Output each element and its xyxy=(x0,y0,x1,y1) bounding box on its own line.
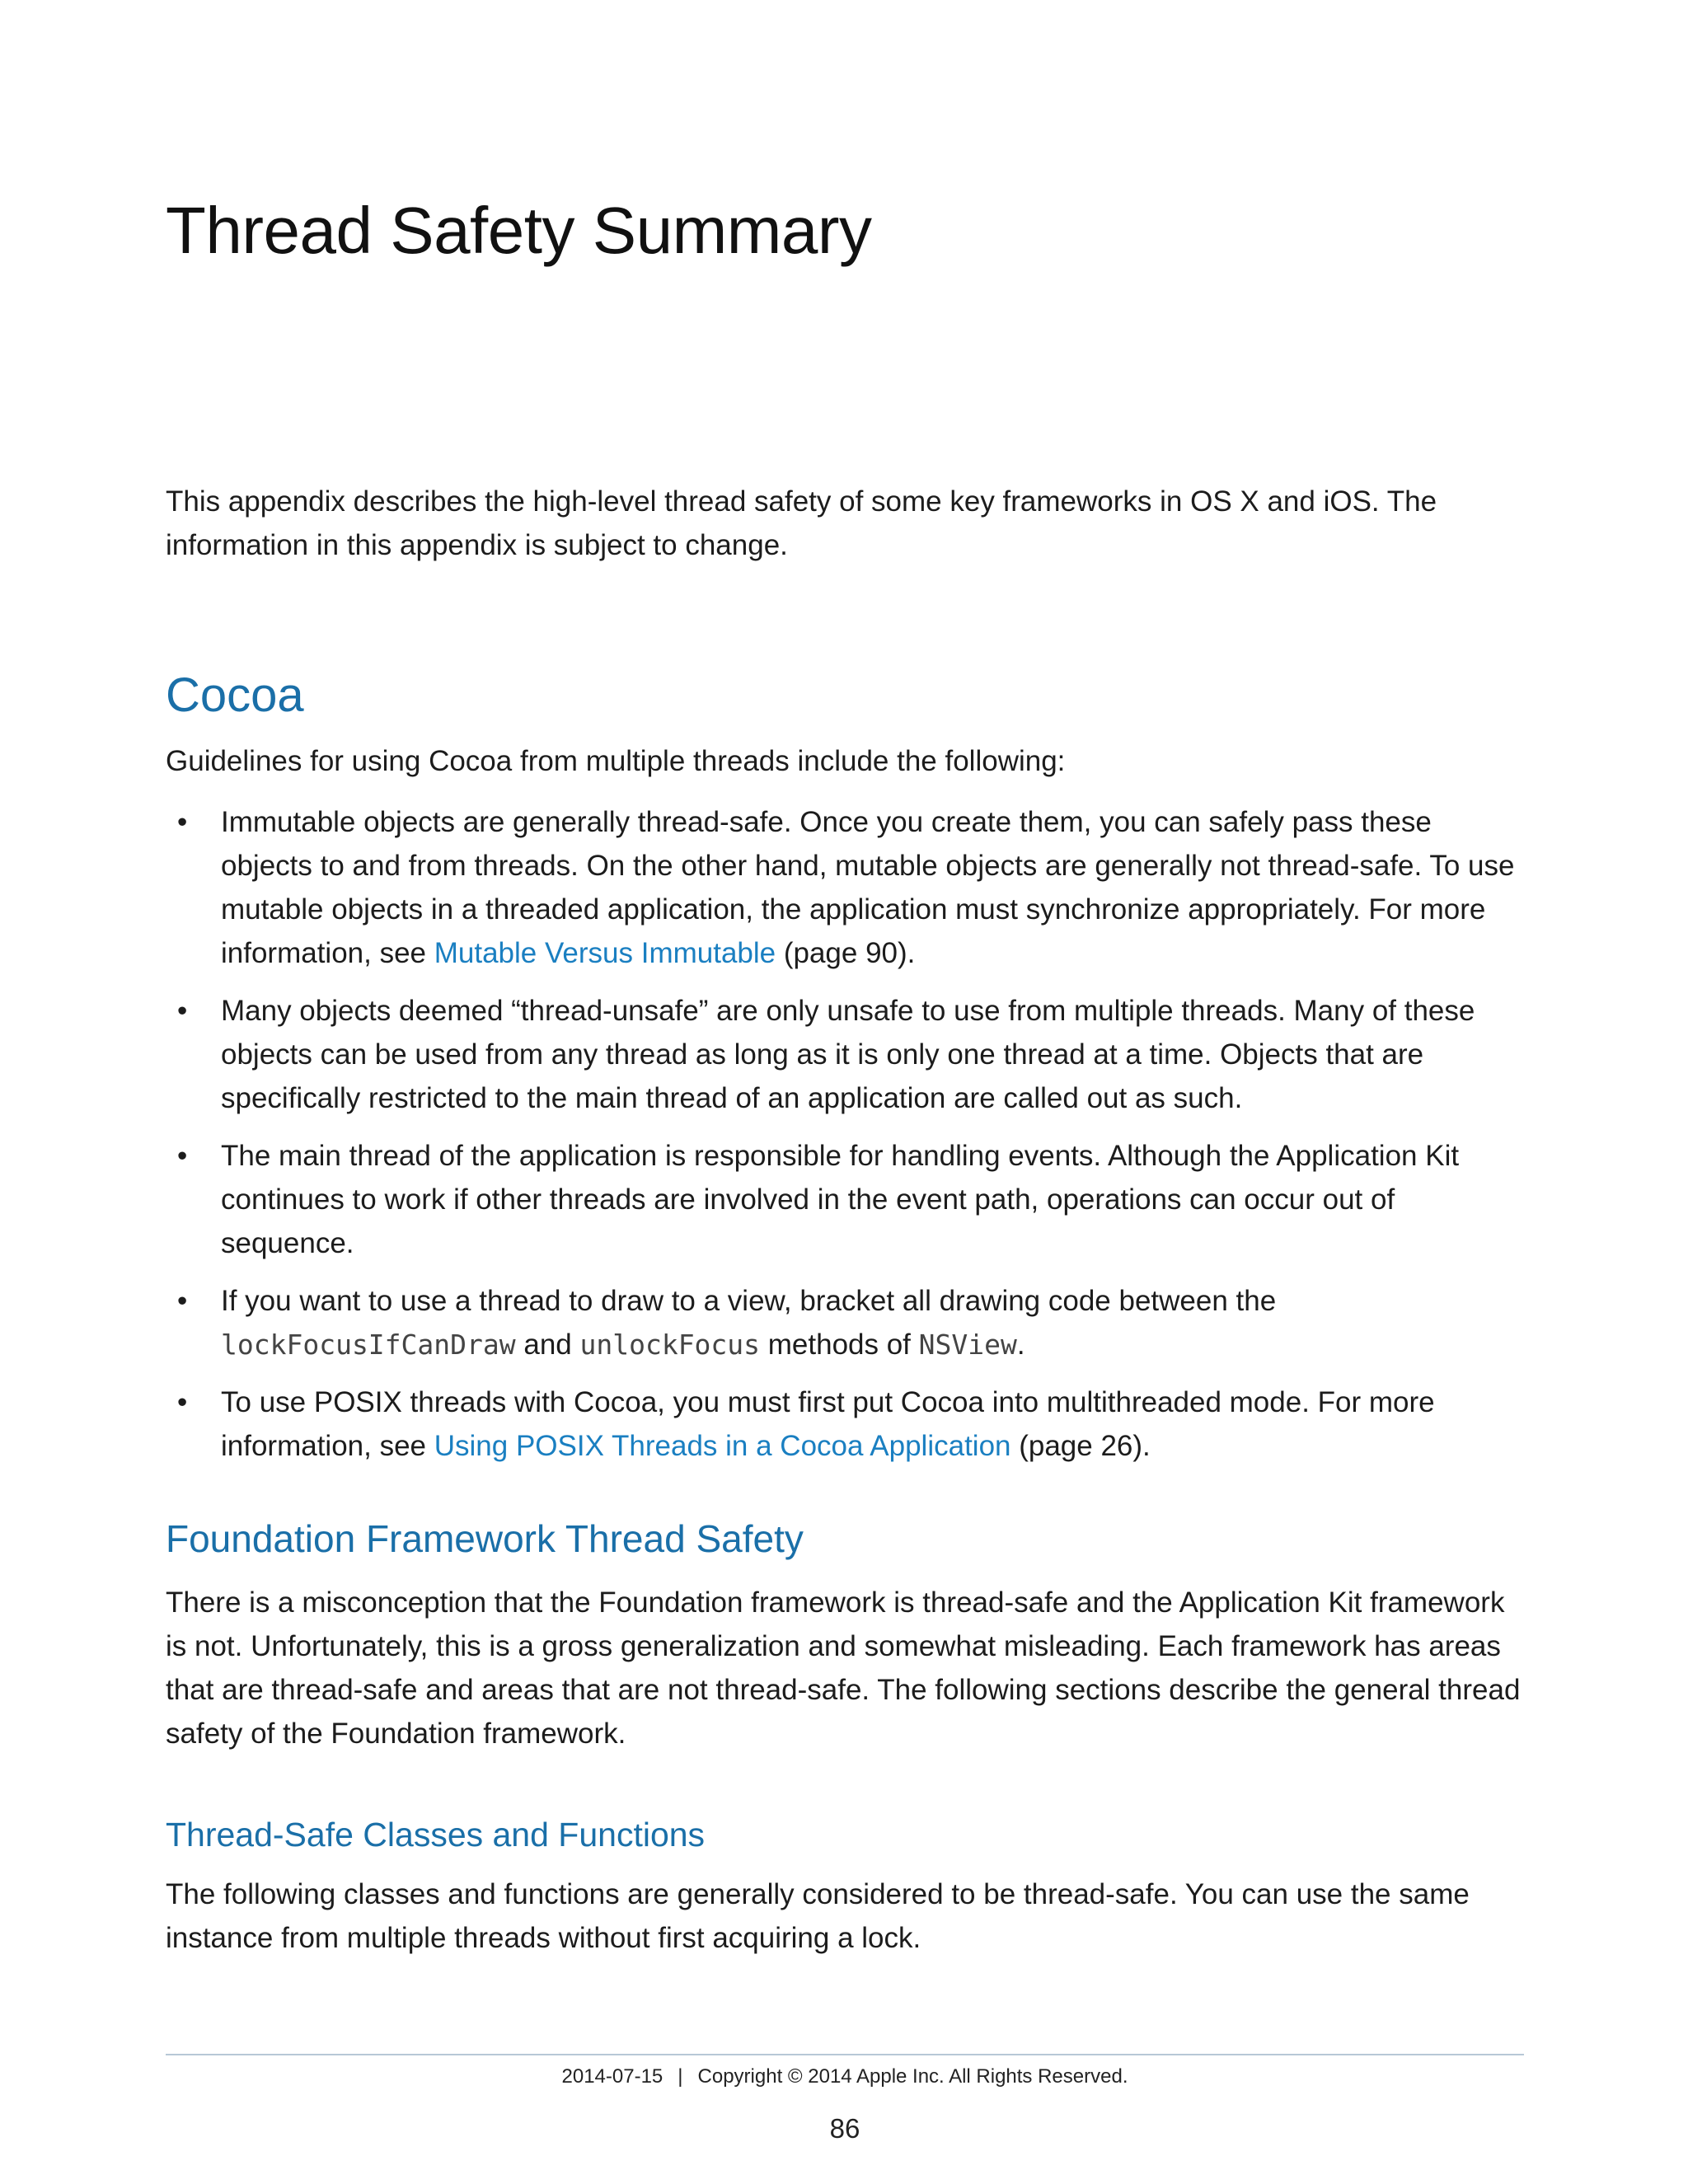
code-lockfocusifcandraw: lockFocusIfCanDraw xyxy=(221,1329,516,1361)
bullet-icon: • xyxy=(177,1386,188,1418)
footer-divider xyxy=(166,2054,1524,2055)
section-heading-thread-safe-classes: Thread-Safe Classes and Functions xyxy=(166,1816,706,1854)
bullet-icon: • xyxy=(177,1140,188,1172)
link-using-posix-threads[interactable]: Using POSIX Threads in a Cocoa Application xyxy=(434,1430,1011,1462)
list-item-text: Many objects deemed “thread-unsafe” are only unsafe to use from multiple threads. Many of these objects can be used from any thread as long as it is only one thread at a time. Objects that are specifically restricted to the main thread of an application are called out as such. xyxy=(221,995,1475,1114)
intro-paragraph: This appendix describes the high-level thread safety of some key frameworks in OS X and iOS. The information in this appendix is subject to change. xyxy=(166,485,1437,561)
list-item xyxy=(166,1134,1524,1265)
list-item-text: (page 90). xyxy=(776,937,916,969)
list-item xyxy=(166,1380,1524,1468)
cocoa-lead-paragraph: Guidelines for using Cocoa from multiple threads include the following: xyxy=(166,745,1066,777)
list-item xyxy=(166,1279,1524,1366)
list-item xyxy=(166,989,1524,1120)
list-item-text: The main thread of the application is responsible for handling events. Although the Application Kit continues to work if other threads are involved in the event path, operations can occur out of sequence. xyxy=(221,1140,1460,1259)
thread-safe-classes-paragraph: The following classes and functions are generally considered to be thread-safe. You can use the same instance from multiple threads without first acquiring a lock. xyxy=(166,1878,1470,1954)
list-item-text: If you want to use a thread to draw to a view, bracket all drawing code between the xyxy=(221,1285,1277,1317)
list-item-text: methods of xyxy=(760,1329,919,1361)
footer-date: 2014-07-15 xyxy=(561,2065,663,2088)
foundation-paragraph: There is a misconception that the Foundation framework is thread-safe and the Application Kit framework is not. Unfortunately, this is a gross generalization and somewhat misleading. Each framework has areas that are thread-safe and areas that are not thread-safe. The following sections describe the general thread safety of the Foundation framework. xyxy=(166,1586,1521,1750)
list-item xyxy=(166,800,1524,975)
list-item-text: (page 26). xyxy=(1010,1430,1151,1462)
footer xyxy=(166,2065,1524,2088)
footer-copyright: Copyright © 2014 Apple Inc. All Rights Reserved. xyxy=(697,2065,1128,2088)
chapter-title: Thread Safety Summary xyxy=(166,194,872,267)
bullet-icon: • xyxy=(177,806,188,838)
code-nsview: NSView xyxy=(918,1329,1017,1361)
section-heading-cocoa: Cocoa xyxy=(166,668,304,722)
page-number: 86 xyxy=(829,2113,860,2144)
list-item-text: and xyxy=(515,1329,580,1361)
link-mutable-versus-immutable[interactable]: Mutable Versus Immutable xyxy=(434,937,776,969)
list-item-text: . xyxy=(1016,1329,1025,1361)
cocoa-guidelines-list xyxy=(166,800,1524,1482)
footer-separator: | xyxy=(678,2065,683,2088)
list-item-text: To use POSIX threads with Cocoa, you must first put Cocoa into multithreaded mode. For more information, see xyxy=(221,1386,1435,1462)
bullet-icon: • xyxy=(177,1285,188,1317)
code-unlockfocus: unlockFocus xyxy=(579,1329,761,1361)
section-heading-foundation: Foundation Framework Thread Safety xyxy=(166,1517,804,1560)
list-item-text: Immutable objects are generally thread-safe. Once you create them, you can safely pass these objects to and from threads. On the other hand, mutable objects are generally not thread-safe. To use mutable objects in a threaded application, the application must synchronize appropriately. For more information, see xyxy=(221,806,1515,969)
bullet-icon: • xyxy=(177,995,188,1027)
